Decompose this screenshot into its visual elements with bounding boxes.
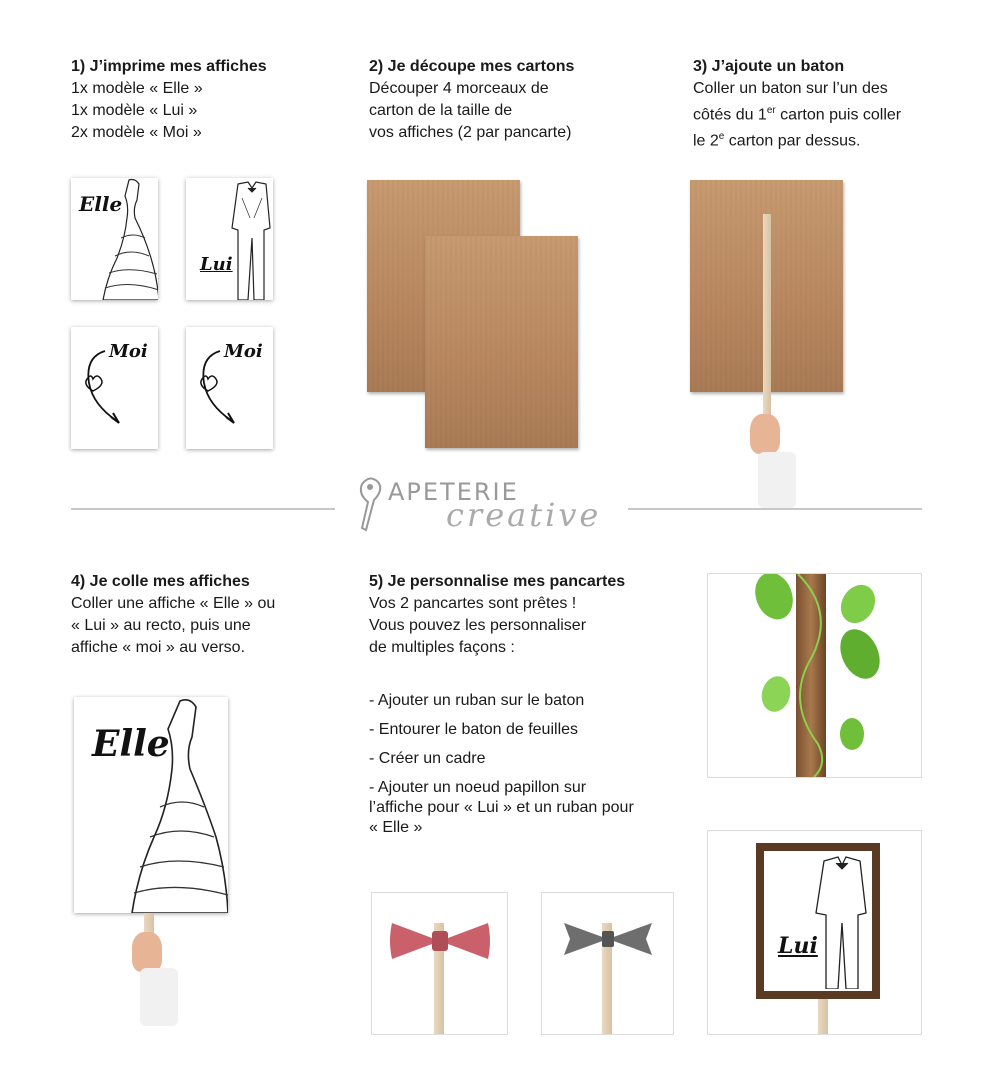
step-2-title: 2) Je découpe mes cartons bbox=[369, 58, 575, 75]
step-4-line: Coller une affiche « Elle » ou bbox=[71, 595, 276, 612]
tile-pink-bow bbox=[371, 892, 508, 1035]
step-5-title: 5) Je personnalise mes pancartes bbox=[369, 573, 626, 590]
step-1-line: 1x modèle « Lui » bbox=[71, 102, 198, 119]
step-4-line: affiche « moi » au verso. bbox=[71, 639, 246, 656]
step-2-line: carton de la taille de bbox=[369, 102, 513, 119]
options-list bbox=[369, 691, 639, 847]
elle-label: Elle bbox=[79, 192, 123, 216]
list-item: - Créer un cadre bbox=[369, 750, 486, 767]
step-4-title: 4) Je colle mes affiches bbox=[71, 573, 250, 590]
moi-label: Moi bbox=[224, 341, 263, 362]
poster-moi-thumb bbox=[186, 327, 273, 449]
step-4 bbox=[71, 571, 331, 659]
step-3-title: 3) J’ajoute un baton bbox=[693, 58, 845, 75]
step-1-line: 1x modèle « Elle » bbox=[71, 80, 203, 97]
cardboard-front bbox=[425, 236, 578, 448]
heart-arrow-icon bbox=[71, 327, 158, 449]
grey-bowtie-icon bbox=[562, 921, 654, 957]
step-2 bbox=[369, 56, 639, 144]
sleeve bbox=[140, 968, 178, 1026]
step-3 bbox=[693, 56, 973, 153]
poster-lui-thumb bbox=[186, 178, 273, 300]
step-5-line: Vous pouvez les personnaliser bbox=[369, 617, 587, 634]
list-item: - Ajouter un noeud papillon sur l’affiche pour « Lui » et un ruban pour « Elle » bbox=[369, 779, 634, 836]
tile-leaves-stick bbox=[707, 573, 922, 778]
leaves-illustration bbox=[748, 574, 888, 777]
wooden-stick bbox=[818, 999, 828, 1034]
brand-name-bottom: creative bbox=[446, 496, 602, 534]
hand bbox=[132, 932, 162, 972]
brand-logo-icon bbox=[356, 474, 386, 532]
heart-arrow-icon bbox=[186, 327, 273, 449]
dress-illustration bbox=[99, 178, 158, 300]
step-3-line: Coller un baton sur l’un des bbox=[693, 80, 888, 97]
list-item: - Entourer le baton de feuilles bbox=[369, 721, 579, 738]
step-2-line: Découper 4 morceaux de bbox=[369, 80, 549, 97]
brand-name-top: APETERIE bbox=[388, 478, 519, 506]
suit-illustration bbox=[812, 853, 870, 989]
suit-illustration bbox=[228, 178, 273, 300]
divider-right bbox=[628, 508, 922, 510]
step-5 bbox=[369, 571, 689, 659]
poster-moi-thumb bbox=[71, 327, 158, 449]
tile-grey-bow bbox=[541, 892, 674, 1035]
step-1-line: 2x modèle « Moi » bbox=[71, 124, 202, 141]
dress-illustration bbox=[124, 697, 228, 913]
step-1-title: 1) J’imprime mes affiches bbox=[71, 58, 267, 75]
hand bbox=[750, 414, 780, 454]
tile-frame-lui bbox=[707, 830, 922, 1035]
step-5-line: Vos 2 pancartes sont prêtes ! bbox=[369, 595, 577, 612]
list-item: - Ajouter un ruban sur le baton bbox=[369, 692, 585, 709]
moi-label: Moi bbox=[109, 341, 148, 362]
step-4-line: « Lui » au recto, puis une bbox=[71, 617, 251, 634]
step-3-line: côtés du 1er carton puis coller bbox=[693, 105, 902, 124]
lui-label: Lui bbox=[200, 254, 233, 275]
wooden-frame bbox=[756, 843, 880, 999]
pink-bow-icon bbox=[388, 919, 492, 963]
step-2-line: vos affiches (2 par pancarte) bbox=[369, 124, 572, 141]
poster-elle-large bbox=[74, 697, 228, 913]
poster-elle-thumb bbox=[71, 178, 158, 300]
step-3-line: le 2e carton par dessus. bbox=[693, 131, 861, 150]
elle-label: Elle bbox=[92, 723, 170, 765]
step-1 bbox=[71, 56, 331, 144]
step-5-line: de multiples façons : bbox=[369, 639, 515, 656]
divider-left bbox=[71, 508, 335, 510]
sleeve bbox=[758, 452, 796, 508]
lui-label: Lui bbox=[778, 933, 818, 959]
